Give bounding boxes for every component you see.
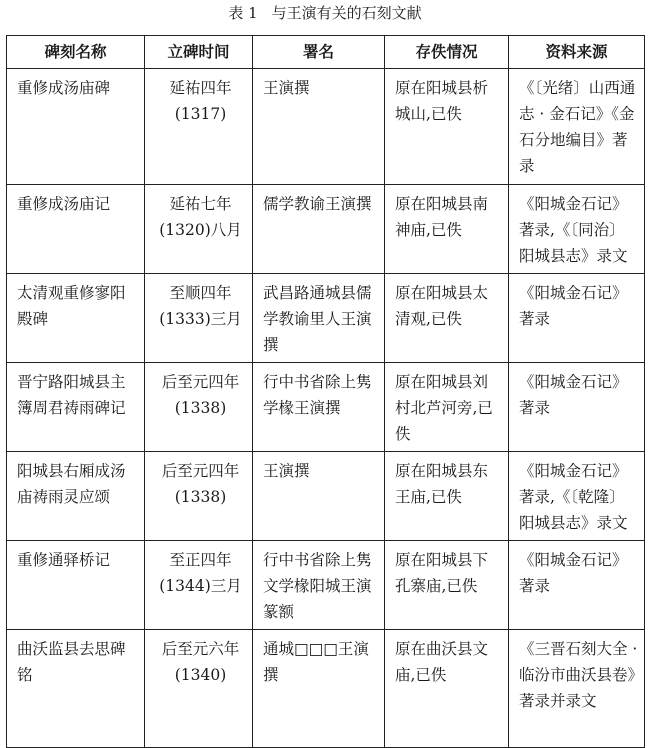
cell-author: 王演撰 bbox=[253, 69, 385, 185]
cell-time-date: 后至元四年 bbox=[161, 462, 240, 480]
cell-time bbox=[145, 541, 253, 630]
cell-source: 《阳城金石记》著录 bbox=[509, 363, 645, 452]
table-row bbox=[7, 541, 645, 630]
cell-source: 《阳城金石记》著录 bbox=[509, 274, 645, 363]
cell-name: 重修成汤庙记 bbox=[7, 185, 145, 274]
cell-time bbox=[145, 185, 253, 274]
cell-author: 儒学教谕王演撰 bbox=[253, 185, 385, 274]
table-row bbox=[7, 363, 645, 452]
header-author: 署名 bbox=[253, 36, 385, 69]
table-row bbox=[7, 274, 645, 363]
cell-name: 重修成汤庙碑 bbox=[7, 69, 145, 185]
cell-time-date: 延祐四年 bbox=[169, 79, 232, 97]
header-time: 立碑时间 bbox=[145, 36, 253, 69]
cell-name: 晋宁路阳城县主簿周君祷雨碑记 bbox=[7, 363, 145, 452]
cell-time bbox=[145, 452, 253, 541]
cell-time-date: 后至元四年 bbox=[161, 373, 240, 391]
cell-status: 原在曲沃县文庙,已佚 bbox=[385, 630, 509, 748]
cell-author: 王演撰 bbox=[253, 452, 385, 541]
cell-time bbox=[145, 363, 253, 452]
cell-time bbox=[145, 630, 253, 748]
cell-time-date: 后至元六年 bbox=[161, 640, 240, 658]
cell-time bbox=[145, 274, 253, 363]
cell-source: 《阳城金石记》著录 bbox=[509, 541, 645, 630]
cell-source: 《阳城金石记》著录,《〔同治〕阳城县志》录文 bbox=[509, 185, 645, 274]
table-row bbox=[7, 452, 645, 541]
cell-name: 曲沃监县去思碑铭 bbox=[7, 630, 145, 748]
cell-time bbox=[145, 69, 253, 185]
inscription-table bbox=[6, 35, 645, 748]
cell-source: 《阳城金石记》著录,《〔乾隆〕阳城县志》录文 bbox=[509, 452, 645, 541]
cell-time-date: 至顺四年 bbox=[169, 284, 232, 302]
cell-name: 重修通驿桥记 bbox=[7, 541, 145, 630]
cell-author: 通城□□□王演撰 bbox=[253, 630, 385, 748]
cell-time-year: (1320)八月 bbox=[159, 221, 242, 239]
table-number: 表 1 bbox=[228, 4, 258, 22]
header-source: 资料来源 bbox=[509, 36, 645, 69]
cell-time-year: (1317) bbox=[174, 105, 227, 123]
table-row bbox=[7, 69, 645, 185]
cell-time-year: (1338) bbox=[174, 399, 227, 417]
cell-source: 《三晋石刻大全 · 临汾市曲沃县卷》著录并录文 bbox=[509, 630, 645, 748]
cell-time-year: (1338) bbox=[174, 488, 227, 506]
cell-time-year: (1344)三月 bbox=[159, 577, 242, 595]
cell-status: 原在阳城县南神庙,已佚 bbox=[385, 185, 509, 274]
cell-author: 行中书省除上隽学椽王演撰 bbox=[253, 363, 385, 452]
header-status: 存佚情况 bbox=[385, 36, 509, 69]
table-title: 与王演有关的石刻文献 bbox=[271, 4, 422, 22]
table-row bbox=[7, 630, 645, 748]
cell-status: 原在阳城县东王庙,已佚 bbox=[385, 452, 509, 541]
table-row bbox=[7, 185, 645, 274]
cell-status: 原在阳城县太清观,已佚 bbox=[385, 274, 509, 363]
cell-status: 原在阳城县下孔寨庙,已佚 bbox=[385, 541, 509, 630]
cell-author: 武昌路通城县儒学教谕里人王演撰 bbox=[253, 274, 385, 363]
header-name: 碑刻名称 bbox=[7, 36, 145, 69]
cell-time-date: 延祐七年 bbox=[169, 195, 232, 213]
cell-status: 原在阳城县刘村北芦河旁,已佚 bbox=[385, 363, 509, 452]
cell-source: 《〔光绪〕山西通志 · 金石记》《金石分地编目》著录 bbox=[509, 69, 645, 185]
table-caption bbox=[0, 3, 650, 23]
cell-author: 行中书省除上隽文学椽阳城王演篆额 bbox=[253, 541, 385, 630]
cell-time-year: (1333)三月 bbox=[159, 310, 242, 328]
cell-name: 太清观重修寥阳殿碑 bbox=[7, 274, 145, 363]
cell-name: 阳城县右厢成汤庙祷雨灵应颂 bbox=[7, 452, 145, 541]
cell-status: 原在阳城县析城山,已佚 bbox=[385, 69, 509, 185]
cell-time-date: 至正四年 bbox=[169, 551, 232, 569]
cell-time-year: (1340) bbox=[174, 666, 227, 684]
table-header-row bbox=[7, 36, 645, 69]
